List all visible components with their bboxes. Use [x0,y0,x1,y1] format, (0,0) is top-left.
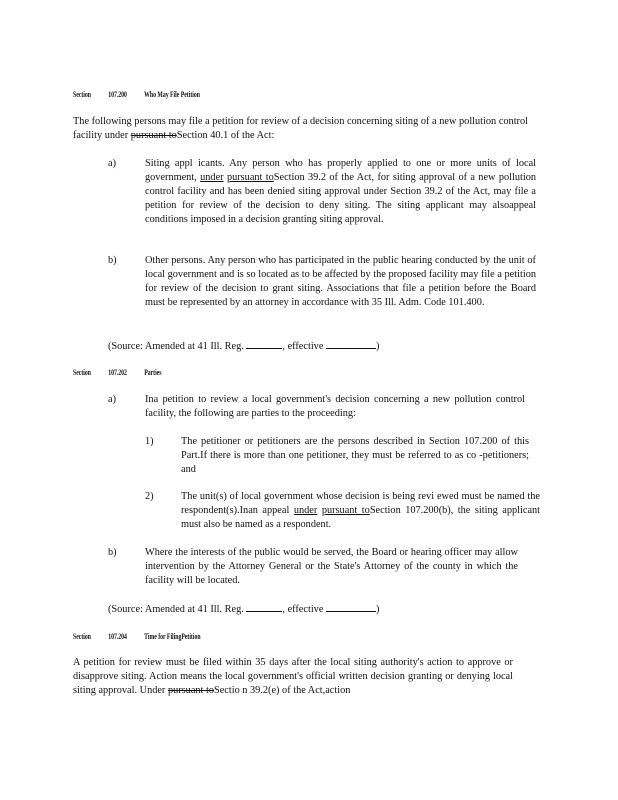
section-heading-107-204 [73,632,216,641]
blank-line [326,602,376,612]
section-number: 107.204 [108,632,127,641]
section-heading-107-200 [73,90,216,99]
inserted-text: under [293,505,318,516]
section-heading-107-202 [73,368,177,377]
section-label: Section [73,632,91,641]
blank-line [326,339,376,349]
list-marker: b) [108,547,117,558]
source-note: (Source: Amended at 41 Ill. Reg. , effective ) [108,341,380,352]
source-note: (Source: Amended at 41 Ill. Reg. , effective ) [108,604,380,615]
struck-text: pursuant to [226,172,274,183]
section-202-item-a: Ina petition to review a local government's decision concerning a new pollution control facility, the following are parties to the proceeding: [145,394,525,419]
struck-text: pursuant to [321,505,370,516]
struck-text: pursuant to [130,130,177,141]
section-200-item-b: Other persons. Any person who has participated in the public hearing conducted by the unit of local government and is so located as to be affected by the proposed facility may file a petition for review of the decision to grant siting. Associations that file a petition before the Board must be represented by an attorney in accordance with 35 Ill. Adm. Code 101.400. [145,255,536,308]
section-title: Time for FilingPetition [144,632,201,641]
section-204-body: A petition for review must be filed within 35 days after the local siting authority's action to approve or disapprove siting. Action means the local government's official written decision granting or denying local siting approval. Under pursuant toSectio n 39.2(e) of the Act,action [73,657,513,696]
section-number: 107.200 [108,90,127,99]
section-200-item-a: Siting appl icants. Any person who has properly applied to one or more units of local government, under pursuant toSection 39.2 of the Act, for siting approval of a new pollution control facility and has been denied siting approval under Section 39.2 of the Act, may file a petition for review of the decision to deny siting. The siting applicant may alsoappeal conditions imposed in a decision granting siting approval. [145,158,537,225]
section-202-item-b: Where the interests of the public would be served, the Board or hearing officer may allow intervention by the Attorney General or the State's Attorney of the county in which the facility will be located. [145,547,518,586]
inserted-text: under [200,172,224,183]
list-marker: b) [108,255,117,266]
list-marker: 2) [145,491,154,502]
section-number: 107.202 [108,368,127,377]
section-title: Parties [144,368,162,377]
section-label: Section [73,368,91,377]
blank-line [246,602,282,612]
blank-line [246,339,282,349]
list-marker: a) [108,394,116,405]
section-202-item-a2: The unit(s) of local government whose decision is being revi ewed must be named the respondent(s).Inan appeal under pursuant toSection 107.200(b), the siting applicant must also be named as a respondent. [181,491,541,530]
section-title: Who May File Petition [144,90,200,99]
list-marker: 1) [145,436,154,447]
section-202-item-a1: The petitioner or petitioners are the persons described in Section 107.200 of this Part.If there is more than one petitioner, they must be referred to as co -petitioners; and [181,436,529,475]
struck-text: pursuant to [167,685,214,696]
section-label: Section [73,90,91,99]
list-marker: a) [108,158,116,169]
section-200-intro: The following persons may file a petition for review of a decision concerning siting of a new pollution control facility under pursuant toSection 40.1 of the Act: [73,116,528,141]
